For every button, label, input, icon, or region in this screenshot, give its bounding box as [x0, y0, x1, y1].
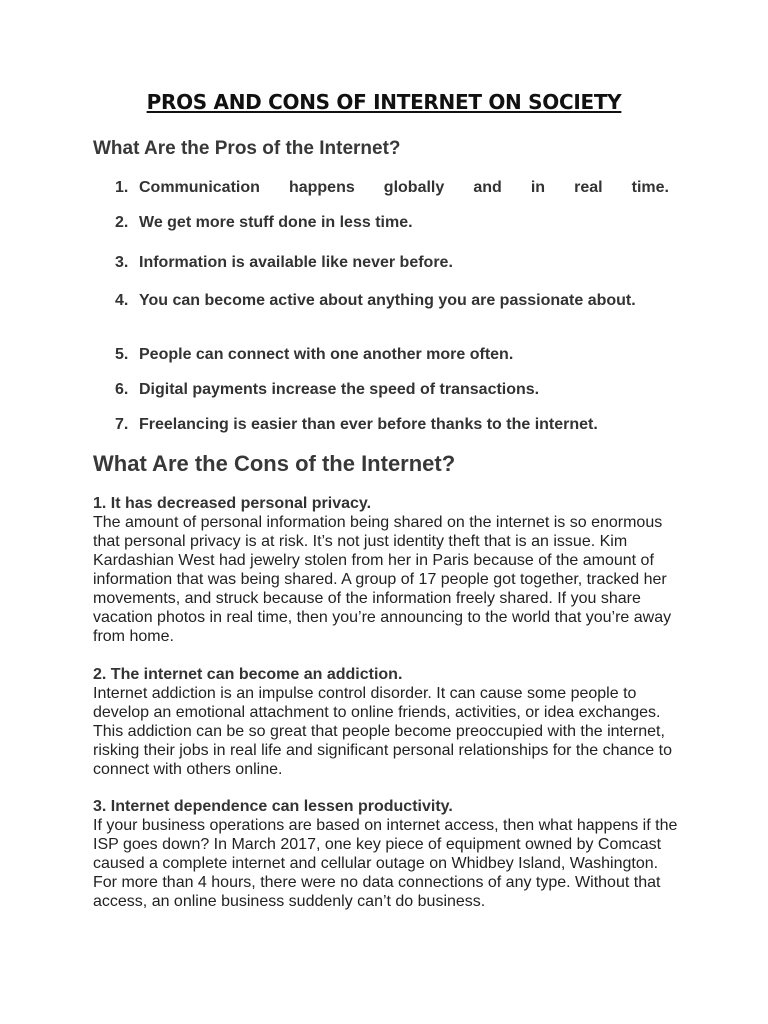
- pros-item-text: Communication happens globally and in real time.: [139, 179, 669, 196]
- cons-item: [93, 665, 683, 779]
- pros-item-number: 5.: [115, 346, 129, 363]
- pros-item: [93, 178, 669, 197]
- pros-item: [93, 213, 669, 232]
- cons-item-title: 1. It has decreased personal privacy.: [93, 495, 372, 512]
- pros-heading: What Are the Pros of the Internet?: [93, 138, 401, 159]
- pros-item-number: 2.: [115, 214, 129, 231]
- pros-item-number: 4.: [115, 292, 129, 309]
- cons-item-title: 3. Internet dependence can lessen productivity.: [93, 798, 453, 815]
- pros-item-number: 6.: [115, 381, 129, 398]
- pros-item-text: Information is available like never before.: [139, 254, 453, 271]
- pros-item-number: 7.: [115, 416, 129, 433]
- document-title: PROS AND CONS OF INTERNET ON SOCIETY: [146, 90, 622, 114]
- pros-item-text: Freelancing is easier than ever before thanks to the internet.: [139, 416, 598, 433]
- pros-item-text: We get more stuff done in less time.: [139, 214, 413, 231]
- cons-item-title: 2. The internet can become an addiction.: [93, 666, 403, 683]
- pros-item: [93, 345, 669, 364]
- pros-item-text: You can become active about anything you are passionate about.: [139, 292, 636, 309]
- pros-item-number: 1.: [115, 179, 129, 196]
- pros-item-text: People can connect with one another more often.: [139, 346, 514, 363]
- pros-item: [93, 415, 669, 434]
- pros-item-number: 3.: [115, 254, 129, 271]
- cons-item-body: If your business operations are based on internet access, then what happens if the ISP goes down? In March 2017, one key piece of equipment owned by Comcast caused a complete internet and cellular outage on Whidbey Island, Washington. For more than 4 hours, there were no data connections of any type. Without that access, an online business suddenly can’t do business.: [93, 817, 678, 910]
- cons-item: [93, 494, 683, 646]
- pros-item: [93, 253, 669, 272]
- cons-item-body: Internet addiction is an impulse control disorder. It can cause some people to develop an emotional attachment to online friends, activities, or idea exchanges. This addiction can be so great that people become preoccupied with the internet, risking their jobs in real life and significant personal relationships for the chance to connect with others online.: [93, 685, 672, 778]
- pros-item-text: Digital payments increase the speed of transactions.: [139, 381, 540, 398]
- cons-item: [93, 797, 683, 911]
- pros-item: [93, 380, 669, 399]
- pros-item: [93, 291, 653, 310]
- cons-heading: What Are the Cons of the Internet?: [93, 451, 456, 476]
- cons-item-body: The amount of personal information being shared on the internet is so enormous that personal privacy is at risk. It’s not just identity theft that is an issue. Kim Kardashian West had jewelry stolen from her in Paris because of the amount of information that was being shared. A group of 17 people got together, tracked her movements, and struck because of the information freely shared. If you share vacation photos in real time, then you’re announcing to the world that you’re away from home.: [93, 514, 672, 645]
